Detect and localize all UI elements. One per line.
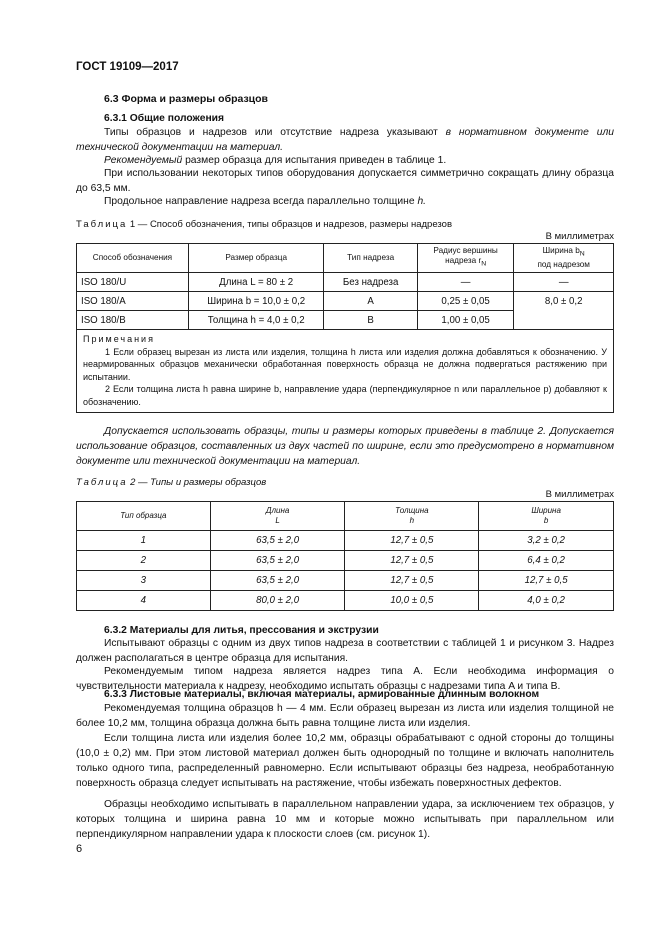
note-2: 2 Если толщина листа h равна ширине b, направление удара (перпендикулярное n или параллельное p) добавляют к обозначению. [83, 384, 607, 407]
column-header: Толщина h [345, 502, 479, 531]
table-cell: 12,7 ± 0,5 [479, 571, 614, 591]
column-header: Тип образца [77, 502, 211, 531]
paragraph: Рекомендуемым типом надреза является надрез типа A. Если необходима информация о чувствительности материала к надрезу, необходимо испытать образцы с надрезами типа A и типа B. [76, 666, 614, 692]
table-notes-row [77, 330, 614, 413]
paragraph: При использовании некоторых типов оборудования допускается симметрично сокращать длину образца до 63,5 мм. [76, 168, 614, 194]
subsection-6-3-3-title: 6.3.3 Листовые материалы, включая материалы, армированные длинным волокном [104, 689, 540, 700]
subsection-6-3-2-title: 6.3.2 Материалы для литья, прессования и экструзии [104, 625, 379, 636]
table-cell: 8,0 ± 0,2 [514, 292, 614, 330]
table-cell: 12,7 ± 0,5 [345, 531, 479, 551]
table-cell: 12,7 ± 0,5 [345, 551, 479, 571]
table1-units: В миллиметрах [545, 231, 614, 242]
table-cell: 63,5 ± 2,0 [210, 531, 345, 551]
subsection-6-3-1-title: 6.3.1 Общие положения [104, 113, 224, 124]
table1-caption: Таблица 1 — Способ обозначения, типы образцов и надрезов, размеры надрезов [76, 219, 452, 230]
table-cell: Длина L = 80 ± 2 [188, 273, 324, 292]
column-header: Размер образца [188, 244, 324, 273]
table2-caption: Таблица 2 — Типы и размеры образцов [76, 477, 267, 488]
table-cell: A [324, 292, 417, 311]
document-header: ГОСТ 19109—2017 [76, 61, 179, 73]
table-cell: 3,2 ± 0,2 [479, 531, 614, 551]
paragraph: Образцы необходимо испытывать в параллельном направлении удара, за исключением тех образцов, у которых толщина и ширина равна 10 мм и которые можно испытывать при параллельном или перпендикулярном направлении удара к плоскости слоев (см. рисунок 1). [76, 799, 614, 840]
paragraph: Рекомендуемый размер образца для испытания приведен в таблице 1. [104, 155, 447, 166]
table-cell: 1 [77, 531, 211, 551]
table-cell: 3 [77, 571, 211, 591]
table-cell: 1,00 ± 0,05 [417, 311, 514, 330]
table-cell: B [324, 311, 417, 330]
table1 [76, 243, 614, 413]
table-cell: ISO 180/A [77, 292, 189, 311]
note-1: 1 Если образец вырезан из листа или изделия, толщина h листа или изделия должна добавляться к обозначению. У неармированных образцов механически обработанная поверхность образца не должна подвергаться растяжению при испытании. [83, 346, 607, 382]
paragraph: Продольное направление надреза всегда параллельно толщине h. [104, 196, 427, 207]
column-header: Способ обозначения [77, 244, 189, 273]
table-cell: ISO 180/B [77, 311, 189, 330]
table-cell: 0,25 ± 0,05 [417, 292, 514, 311]
table-cell: 80,0 ± 2,0 [210, 591, 345, 611]
table-row [77, 551, 614, 571]
table-cell: 2 [77, 551, 211, 571]
table-notes [77, 330, 614, 413]
table-cell: Ширина b = 10,0 ± 0,2 [188, 292, 324, 311]
table-cell: — [514, 273, 614, 292]
table-cell: 63,5 ± 2,0 [210, 571, 345, 591]
table-cell: 6,4 ± 0,2 [479, 551, 614, 571]
table-cell: Толщина h = 4,0 ± 0,2 [188, 311, 324, 330]
table-row [77, 273, 614, 292]
column-header: Радиус вершины надреза $r_N$ [417, 244, 514, 273]
paragraph: Испытывают образцы с одним из двух типов надреза в соответствии с таблицей 1 и рисунком 3. Надрез должен располагаться в центре образца для испытания. [76, 638, 614, 664]
table-cell: — [417, 273, 514, 292]
section-title: 6.3 Форма и размеры образцов [104, 93, 268, 105]
table-header-row [77, 502, 614, 531]
table-header-row [77, 244, 614, 273]
page-number: 6 [76, 843, 83, 855]
paragraph: Рекомендуемая толщина образцов h — 4 мм. Если образец вырезан из листа или изделия толщиной не более 10,2 мм, толщина образца должна быть равна толщине листа или изделия. [76, 703, 614, 729]
column-header: Тип надреза [324, 244, 417, 273]
table2 [76, 501, 614, 611]
table-row [77, 531, 614, 551]
table-row [77, 591, 614, 611]
table2-units: В миллиметрах [545, 489, 614, 500]
notes-title: Примечания [83, 334, 155, 344]
table-cell: ISO 180/U [77, 273, 189, 292]
table-row [77, 292, 614, 311]
paragraph: Допускается использовать образцы, типы и размеры которых приведены в таблице 2. Допускается использование образцов, составленных из двух частей по ширине, если это предусмотрено в нормативном документе или технической документации на материал. [76, 426, 614, 467]
paragraph: Типы образцов и надрезов или отсутствие надреза указывают в нормативном документе или технической документации на материал. [76, 127, 614, 153]
table-cell: 63,5 ± 2,0 [210, 551, 345, 571]
paragraph: Если толщина листа или изделия более 10,2 мм, образцы обрабатывают с одной стороны до толщины (10,0 ± 0,2) мм. При этом листовой материал должен быть однородный по толщине и включать наполнитель только одного типа, распределенный равномерно. Если испытывают образцы без надреза, необработанную поверхность образца следует испытывать на растяжение, чтобы избежать поверхностных дефектов. [76, 733, 614, 789]
table-row [77, 571, 614, 591]
table-cell: 4,0 ± 0,2 [479, 591, 614, 611]
table-cell: 4 [77, 591, 211, 611]
column-header: Ширина b [479, 502, 614, 531]
column-header: Ширина $b_N$ под надрезом [514, 244, 614, 273]
table-cell: 10,0 ± 0,5 [345, 591, 479, 611]
table-cell: 12,7 ± 0,5 [345, 571, 479, 591]
column-header: Длина L [210, 502, 345, 531]
table-cell: Без надреза [324, 273, 417, 292]
